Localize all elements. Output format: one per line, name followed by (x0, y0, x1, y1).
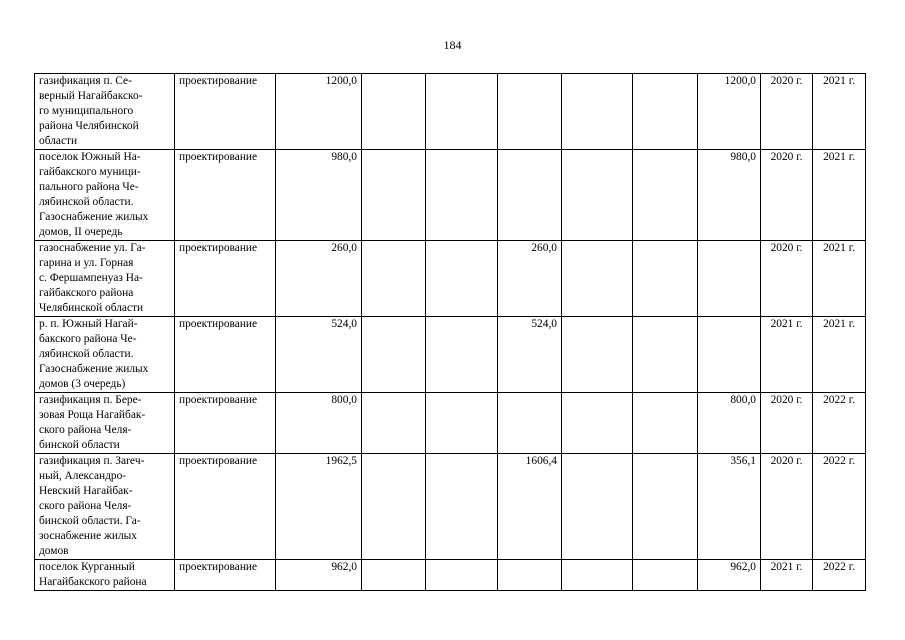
object-name-line: ный, Александро- (39, 470, 127, 482)
object-name-line: пального района Че- (39, 181, 139, 193)
funding-cell-7 (633, 74, 698, 150)
object-name-line: поселок Южный На- (39, 151, 141, 163)
funding-cell-5: 524,0 (498, 317, 562, 393)
stage-cell: проектирование (175, 454, 276, 560)
start-year-cell: 2020 г. (761, 454, 813, 560)
start-year-cell: 2021 г. (761, 317, 813, 393)
end-year-cell: 2021 г. (813, 317, 866, 393)
funding-cell-6 (562, 150, 633, 241)
funding-cell-5 (498, 560, 562, 591)
funding-cell-6 (562, 241, 633, 317)
start-year-cell: 2020 г. (761, 150, 813, 241)
funding-cell-3 (362, 560, 426, 591)
object-name-cell (35, 393, 175, 454)
funding-cell-7 (633, 454, 698, 560)
object-name-line: области (39, 135, 78, 147)
object-name-line: поселок Курганный (39, 561, 135, 573)
object-name-line: района Челябинской (39, 120, 139, 132)
funding-cell-4 (426, 74, 498, 150)
table-body (35, 74, 866, 591)
table-row (35, 150, 866, 241)
end-year-cell: 2022 г. (813, 454, 866, 560)
object-name-line: ского района Челя- (39, 500, 132, 512)
funding-cell-8 (698, 241, 761, 317)
object-name-line: газификация п. Бере- (39, 394, 142, 406)
object-name-line: домов (3 очередь) (39, 378, 126, 390)
total-cost-cell: 980,0 (276, 150, 362, 241)
funding-cell-4 (426, 150, 498, 241)
financing-table (34, 73, 866, 591)
funding-cell-7 (633, 241, 698, 317)
object-name-line: гарина и ул. Горная (39, 257, 134, 269)
funding-cell-8: 980,0 (698, 150, 761, 241)
funding-cell-6 (562, 393, 633, 454)
object-name-line: го муниципального (39, 105, 134, 117)
funding-cell-6 (562, 74, 633, 150)
funding-cell-4 (426, 560, 498, 591)
funding-cell-6 (562, 317, 633, 393)
object-name-line: лябинской области. (39, 196, 134, 208)
object-name-cell (35, 560, 175, 591)
funding-cell-8: 962,0 (698, 560, 761, 591)
funding-cell-8: 356,1 (698, 454, 761, 560)
funding-cell-6 (562, 560, 633, 591)
funding-cell-5 (498, 150, 562, 241)
stage-cell: проектирование (175, 393, 276, 454)
funding-cell-7 (633, 317, 698, 393)
page-number: 184 (443, 38, 462, 52)
funding-cell-8 (698, 317, 761, 393)
funding-cell-7 (633, 150, 698, 241)
table-row (35, 393, 866, 454)
funding-cell-3 (362, 150, 426, 241)
stage-cell: проектирование (175, 560, 276, 591)
stage-cell: проектирование (175, 317, 276, 393)
object-name-line: бинской области. Га- (39, 515, 141, 527)
object-name-line: Нагайбакского района (39, 576, 147, 588)
funding-cell-8: 1200,0 (698, 74, 761, 150)
object-name-line: домов (39, 545, 69, 557)
funding-cell-6 (562, 454, 633, 560)
funding-cell-3 (362, 393, 426, 454)
funding-cell-4 (426, 241, 498, 317)
funding-cell-3 (362, 317, 426, 393)
funding-cell-3 (362, 241, 426, 317)
object-name-line: Невский Нагайбак- (39, 485, 133, 497)
start-year-cell: 2021 г. (761, 560, 813, 591)
object-name-line: Газоснабжение жилых (39, 363, 149, 375)
table-row (35, 560, 866, 591)
object-name-line: газификация п. Заreч- (39, 455, 145, 467)
object-name-cell (35, 241, 175, 317)
funding-cell-5: 260,0 (498, 241, 562, 317)
funding-cell-4 (426, 317, 498, 393)
table-row (35, 454, 866, 560)
total-cost-cell: 800,0 (276, 393, 362, 454)
object-name-line: домов, II очередь (39, 226, 123, 238)
stage-cell: проектирование (175, 241, 276, 317)
object-name-cell (35, 150, 175, 241)
object-name-line: верный Нагайбакско- (39, 90, 143, 102)
table-row (35, 317, 866, 393)
end-year-cell: 2022 г. (813, 393, 866, 454)
object-name-line: Газоснабжение жилых (39, 211, 149, 223)
object-name-line: ского района Челя- (39, 424, 132, 436)
total-cost-cell: 260,0 (276, 241, 362, 317)
end-year-cell: 2021 г. (813, 74, 866, 150)
object-name-line: с. Фершампенуаз На- (39, 272, 143, 284)
start-year-cell: 2020 г. (761, 74, 813, 150)
start-year-cell: 2020 г. (761, 241, 813, 317)
object-name-cell (35, 74, 175, 150)
object-name-line: р. п. Южный Нагай- (39, 318, 138, 330)
object-name-line: газоснабжение ул. Га- (39, 242, 146, 254)
funding-cell-8: 800,0 (698, 393, 761, 454)
funding-cell-5 (498, 74, 562, 150)
funding-cell-3 (362, 74, 426, 150)
funding-cell-4 (426, 454, 498, 560)
object-name-line: газификация п. Се- (39, 75, 132, 87)
funding-cell-5: 1606,4 (498, 454, 562, 560)
funding-cell-5 (498, 393, 562, 454)
stage-cell: проектирование (175, 74, 276, 150)
object-name-line: зовая Роща Нагайбак- (39, 409, 146, 421)
object-name-cell (35, 317, 175, 393)
end-year-cell: 2021 г. (813, 241, 866, 317)
object-name-line: бакского района Че- (39, 333, 137, 345)
object-name-cell (35, 454, 175, 560)
table-row (35, 74, 866, 150)
total-cost-cell: 1200,0 (276, 74, 362, 150)
funding-cell-7 (633, 393, 698, 454)
stage-cell: проектирование (175, 150, 276, 241)
funding-cell-7 (633, 560, 698, 591)
object-name-line: Челябинской области (39, 302, 144, 314)
object-name-line: зоснабжение жилых (39, 530, 137, 542)
funding-cell-4 (426, 393, 498, 454)
total-cost-cell: 962,0 (276, 560, 362, 591)
table-row (35, 241, 866, 317)
end-year-cell: 2022 г. (813, 560, 866, 591)
object-name-line: бинской области (39, 439, 120, 451)
object-name-line: гайбакского района (39, 287, 134, 299)
total-cost-cell: 1962,5 (276, 454, 362, 560)
funding-cell-3 (362, 454, 426, 560)
object-name-line: гайбакского муници- (39, 166, 141, 178)
end-year-cell: 2021 г. (813, 150, 866, 241)
start-year-cell: 2020 г. (761, 393, 813, 454)
total-cost-cell: 524,0 (276, 317, 362, 393)
object-name-line: лябинской области. (39, 348, 134, 360)
